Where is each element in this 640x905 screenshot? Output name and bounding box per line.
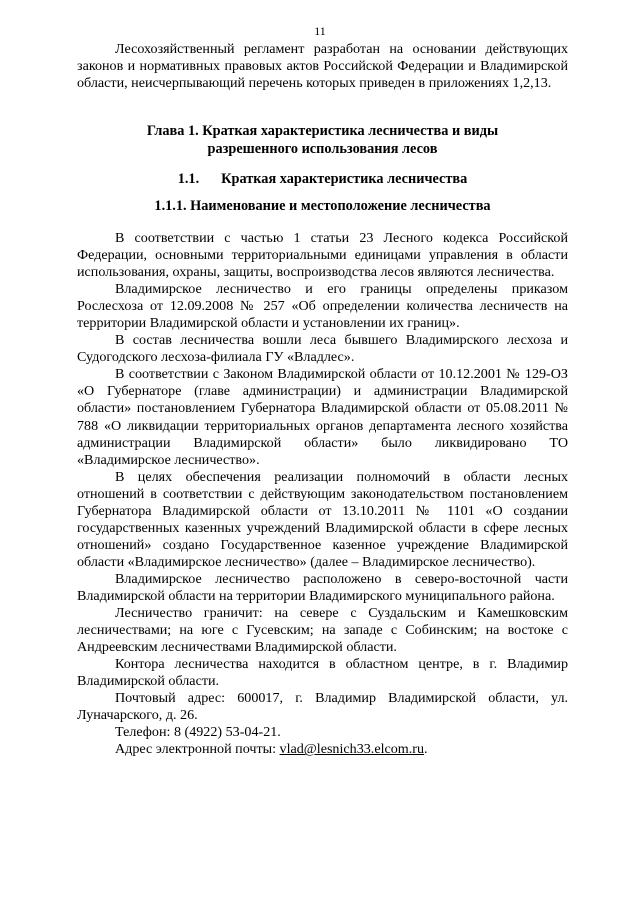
section-number: 1.1. — [177, 171, 200, 187]
email-paragraph — [77, 741, 568, 758]
email-suffix: . — [424, 741, 428, 758]
subsection-heading: 1.1.1. Наименование и местоположение лесничества — [154, 198, 491, 214]
chapter-title-line1: Глава 1. Краткая характеристика лесничества и виды — [146, 123, 499, 139]
body-paragraph: В состав лесничества вошли леса бывшего Владимирского лесхоза и Судогодского лесхоза-филиала ГУ «Владлес». — [77, 332, 568, 366]
body-paragraph: Лесничество граничит: на севере с Суздальским и Камешковским лесничествами; на юге с Гусевским; на западе с Собинским; на востоке с Андреевским лесничествами Владимирской области. — [77, 605, 568, 656]
body-text — [77, 230, 568, 758]
email-label: Адрес электронной почты: — [115, 741, 280, 758]
body-paragraph: В соответствии с Законом Владимирской области от 10.12.2001 № 129-ОЗ «О Губернаторе (главе администрации) и администрации Владимирской области» постановлением Губернатора Владимирской области от 05.08.2011 № 788 «О ликвидации территориальных органов департамента лесного хозяйства администрации Владимирской области» было ликвидировано ТО «Владимирское лесничество». — [77, 366, 568, 468]
body-paragraph: Владимирское лесничество и его границы определены приказом Рослесхоза от 12.09.2008 № 257 «Об определении количества лесничеств на территории Владимирской области и установлении их границ». — [77, 281, 568, 332]
body-paragraph: Почтовый адрес: 600017, г. Владимир Владимирской области, ул. Луначарского, д. 26. — [77, 690, 568, 724]
email-link[interactable]: vlad@lesnich33.elcom.ru — [279, 741, 425, 758]
section-title: Краткая характеристика лесничества — [221, 171, 468, 187]
section-heading — [77, 170, 568, 188]
intro-block — [77, 41, 568, 92]
body-paragraph: Владимирское лесничество расположено в северо-восточной части Владимирской области на территории Владимирского муниципального района. — [77, 570, 568, 604]
intro-paragraph: Лесохозяйственный регламент разработан на основании действующих законов и нормативных правовых актов Российской Федерации и Владимирской области, неисчерпывающий перечень которых приведен в приложениях 1,2,13. — [77, 41, 568, 92]
body-paragraph: В целях обеспечения реализации полномочий в области лесных отношений в соответствии с действующим законодательством постановлением Губернатора Владимирской области от 13.10.2011 № 1101 «О создании государственных казенных учреждений Владимирской области в сфере лесных отношений» создано Государственное казенное учреждение Владимирской области «Владимирское лесничество» (далее – Владимирское лесничество). — [77, 468, 568, 570]
page-number: 11 — [314, 24, 326, 38]
body-paragraph: Телефон: 8 (4922) 53-04-21. — [115, 724, 281, 741]
body-paragraph: В соответствии с частью 1 статьи 23 Лесного кодекса Российской Федерации, основными территориальными единицами управления в области использования, охраны, защиты, воспроизводства лесов являются лесничества. — [77, 230, 568, 281]
body-paragraph: Контора лесничества находится в областном центре, в г. Владимир Владимирской области. — [77, 656, 568, 690]
chapter-title — [77, 122, 568, 158]
chapter-title-line2: разрешенного использования лесов — [207, 141, 438, 157]
